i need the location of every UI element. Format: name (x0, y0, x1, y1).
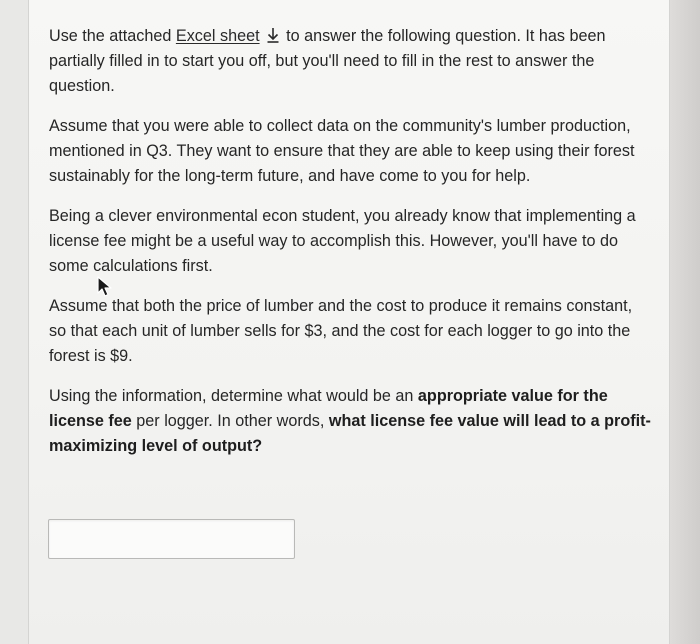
question-intro (49, 24, 651, 99)
page-background-edge (670, 0, 700, 644)
question-paragraph-5 (49, 384, 651, 459)
question-paragraph-4: Assume that both the price of lumber and the cost to produce it remains constant, so that each unit of lumber sells for $3, and the cost for each logger to go into the forest is $9. (49, 297, 633, 365)
question-text (49, 24, 651, 474)
question-paragraph-2: Assume that you were able to collect data on the community's lumber production, mentioned in Q3. They want to ensure that they are able to keep using their forest sustainably for the long-term future, and have come to you for help. (49, 117, 635, 185)
prompt-emphasis-2: what license fee value will lead to a profit-maximizing level of output? (49, 412, 651, 455)
prompt-emphasis-1: appropriate value for the license fee (49, 387, 608, 430)
prompt-text-continued: per logger. In other words, (131, 412, 329, 430)
download-icon[interactable] (266, 26, 280, 42)
mouse-pointer-icon (97, 276, 113, 298)
question-card (28, 0, 670, 644)
intro-text: Use the attached (49, 27, 176, 45)
excel-sheet-link[interactable]: Excel sheet (175, 27, 260, 45)
answer-input[interactable] (48, 519, 295, 559)
question-paragraph-3: Being a clever environmental econ student, you already know that implementing a license fee might be a useful way to accomplish this. However, you'll have to do some calculations first. (49, 207, 636, 275)
intro-text-continued: to answer the following question. It has been partially filled in to start you off, but you'll need to fill in the rest to answer the question. (49, 27, 606, 95)
prompt-text: Using the information, determine what would be an (49, 387, 418, 405)
